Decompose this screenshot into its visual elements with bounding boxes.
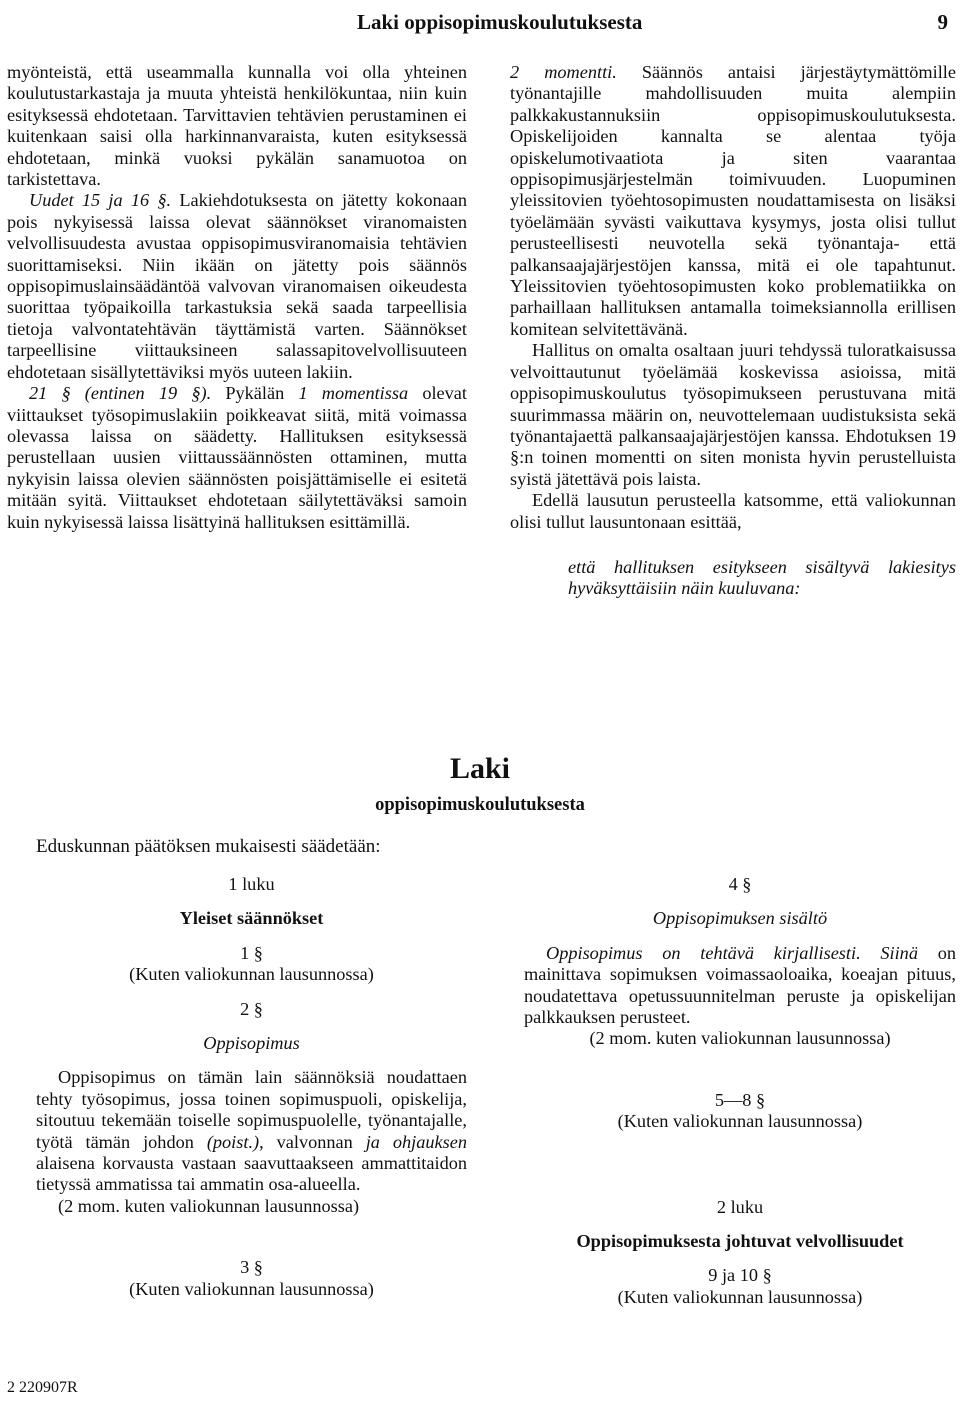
text-run: on mainittava sopimuksen voimassaoloaika, koeajan pituus, noudatettava opetussuunnitelman peruste ja opiskelijan palkkauksen perusteet. — [524, 942, 956, 1028]
section-title: Oppisopimuksen sisältö — [652, 908, 828, 929]
section-text: (Kuten valiokunnan lausunnossa) — [129, 1278, 374, 1299]
paragraph-text: olevat viittaukset työsopimuslakiin poikkeavat siitä, mitä voimassa olevassa laissa on säädetty. Hallituksen esityksessä perustellaan uusien viittaussäännösten ottaminen, mutta nykyisin laissa olevien säännösten poisjättämiselle ei esitetä mitään syitä. Viittaukset ehdotetaan säilytettäväksi samoin kuin nykyisessä laissa lisättyinä hallituksen esittämillä. — [7, 383, 467, 532]
paragraph: myönteistä, että useammalla kunnalla voi olla yhteinen koulutustarkastaja ja muuta yhteistä henkilökuntaa, niin kuin esityksessä ehdotetaan. Tarvittavien tehtävien perustaminen ei kuitenkaan saisi olla harkinnanvaraista, kuten esityksessä ehdotetaan, minkä vuoksi pykälän sanamuotoa on tarkistettava. — [7, 62, 467, 190]
section-label: 21 § (entinen 19 §). — [29, 383, 212, 404]
bottom-right-column — [524, 874, 956, 1308]
bottom-left-column — [36, 874, 467, 1300]
paragraph — [7, 383, 467, 533]
section-text: (2 mom. kuten valiokunnan lausunnossa) — [589, 1028, 891, 1049]
enactment-clause: Eduskunnan päätöksen mukaisesti säädetään: — [36, 836, 381, 857]
running-title: Laki oppisopimuskoulutuksesta — [357, 10, 643, 34]
top-left-column — [7, 62, 467, 533]
paragraph — [510, 62, 956, 340]
chapter-number: 2 luku — [716, 1196, 764, 1217]
section-label: 2 momentti. — [510, 62, 617, 82]
top-right-column — [510, 62, 956, 600]
page-header — [0, 6, 960, 40]
paragraph — [7, 190, 467, 383]
footer-code: 2 220907R — [7, 1379, 78, 1396]
section-text: (Kuten valiokunnan lausunnossa) — [617, 1111, 863, 1132]
text-run: , valvonnan — [259, 1131, 366, 1152]
section-number: 2 § — [240, 998, 263, 1019]
paragraph-text: Säännös antaisi järjestäytymättömille työnantajille mahdollisuuden muita alempiin palkkakustannuksiin oppisopimuskoulutuksesta. Opiskelijoiden kannalta se alentaa työja opiskelumotivaatiota ja siten vaarantaa oppisopimusjärjestelmän toimivuuden. Luopuminen yleissitovien työehtosopimusten noudattamisesta on lisäksi työelämään syvästi vaikuttava kysymys, josta olisi tullut perusteellisesti neuvotella sekä työnantaja- että palkansaajajärjestöjen kanssa, mitä ei ole tapahtunut. Yleissitovien työehtosopimusten koko problematiikka on parhaillaan hallituksen antamalla toimeksiannolla erillisen komitean selvitettävänä. — [510, 62, 956, 339]
section-number: 9 ja 10 § — [708, 1265, 772, 1286]
paragraph-text: Pykälän — [211, 383, 299, 404]
section-number: 1 § — [240, 942, 263, 963]
text-run: Oppisopimus on tämän lain säännöksiä noudattaen tehty työsopimus, jossa toinen sopimuspuoli, opiskelija, sitoutuu tekemään toiselle sopimuspuolelle, työnantajalle, työtä tämän johdon — [36, 1067, 467, 1152]
law-title: Laki — [449, 752, 511, 785]
section-number: 3 § — [240, 1257, 263, 1278]
text-run: (poist.) — [206, 1131, 260, 1152]
text-run: alaisena korvausta vastaan saavuttaakseen ammattitaidon tietyssä ammatissa tai ammatin osa-alueella. — [36, 1153, 467, 1195]
section-text: (Kuten valiokunnan lausunnossa) — [129, 964, 374, 985]
section-title: Oppisopimus — [203, 1033, 300, 1054]
chapter-number: 1 luku — [228, 874, 275, 894]
section-number: 5—8 § — [714, 1089, 766, 1110]
section-number: 4 § — [728, 874, 752, 894]
section-label: 1 momentissa — [298, 383, 409, 404]
chapter-title: Oppisopimuksesta johtuvat velvollisuudet — [576, 1231, 904, 1252]
paragraph: Hallitus on omalta osaltaan juuri tehdyssä tuloratkaisussa velvoittautunut työelämää koskevissa asioissa, mitä oppisopimuskoulutus työsopimukseen perustuvana mitä suurimmassa määrin on, neuvottelemaan uudistuksista sekä työnantajaettä palkansaajajärjestöjen kanssa. Ehdotuksen 19 §:n toinen momentti on siten monista hyvin perustelluista syistä jätettävä pois laista. — [510, 340, 956, 489]
section-text — [524, 943, 956, 1029]
paragraph: Edellä lausutun perusteella katsomme, että valiokunnan olisi tullut lausuntonaan esittää, — [510, 490, 956, 532]
section-text: (Kuten valiokunnan lausunnossa) — [617, 1286, 863, 1307]
text-run: ja ohjauksen — [365, 1131, 467, 1152]
section-text: (2 mom. kuten valiokunnan lausunnossa) — [58, 1195, 360, 1216]
proposal-statement: että hallituksen esitykseen sisältyvä lakiesitys hyväksyttäisiin näin kuuluvana: — [568, 556, 956, 599]
section-label: Uudet 15 ja 16 §. — [29, 190, 172, 211]
page-number: 9 — [937, 10, 948, 34]
chapter-title: Yleiset säännökset — [179, 908, 324, 929]
law-subtitle: oppisopimuskoulutuksesta — [375, 795, 585, 815]
paragraph-text: Lakiehdotuksesta on jätetty kokonaan pois nykyisessä laissa olevat säännökset viranomaisten velvollisuudesta avustaa oppisopimusviranomaisia tehtävien suorittamiseksi. Niin ikään on jätetty pois säännös oppisopimuslainsäädäntöä valvovan viranomaisen oikeudesta suorittaa työpaikoilla tarkastuksia sekä saada tarpeellisia tietoja valvontatehtävän täyttämistä varten. Säännökset tarpeellisine viittauksineen salassapitovelvollisuuteen ehdotetaan sisällytettäviksi myös uuteen lakiin. — [7, 190, 467, 382]
section-text — [36, 1067, 467, 1195]
text-run: Oppisopimus on tehtävä kirjallisesti. Siinä — [546, 942, 918, 963]
